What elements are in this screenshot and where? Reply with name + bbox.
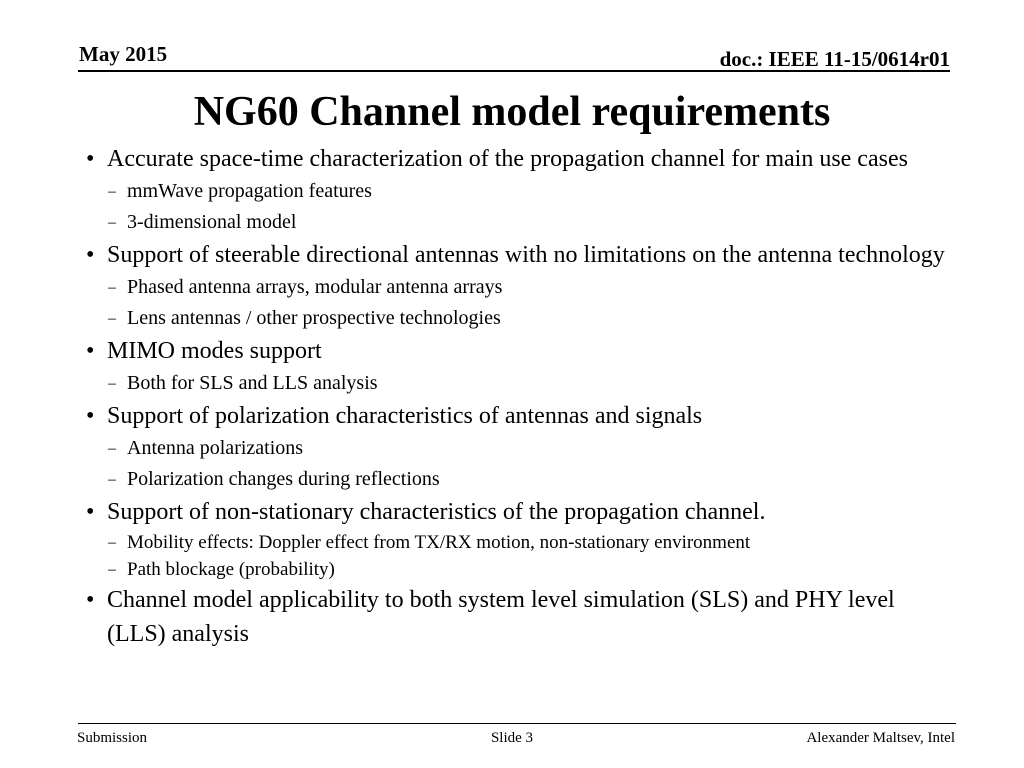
sub-bullet-text: Mobility effects: Doppler effect from TX/RX motion, non-stationary environment xyxy=(127,532,751,553)
bullet-icon: • xyxy=(86,338,95,364)
slide-content xyxy=(86,142,946,651)
dash-icon: – xyxy=(108,183,116,200)
bullet-icon: • xyxy=(86,587,95,613)
header-divider xyxy=(78,70,950,72)
bullet-icon: • xyxy=(86,146,95,172)
dash-icon: – xyxy=(108,214,116,231)
sub-bullet-text: Antenna polarizations xyxy=(127,437,304,459)
sub-bullet-text: Polarization changes during reflections xyxy=(127,468,440,490)
sub-bullet-item xyxy=(86,368,946,399)
sub-bullet-item xyxy=(86,433,946,464)
sub-bullet-text: Path blockage (probability) xyxy=(127,559,335,580)
bullet-text: Support of polarization characteristics of antennas and signals xyxy=(107,403,703,429)
sub-bullet-item xyxy=(86,529,946,556)
bullet-text: Accurate space-time characterization of the propagation channel for main use cases xyxy=(107,146,908,172)
dash-icon: – xyxy=(108,534,116,551)
bullet-item xyxy=(86,495,946,529)
footer-slide-number: Slide 3 xyxy=(490,730,534,746)
bullet-icon: • xyxy=(86,242,95,268)
bullet-text: Support of non-stationary characteristics of the propagation channel. xyxy=(107,499,766,525)
bullet-icon: • xyxy=(86,499,95,525)
bullet-item xyxy=(86,583,946,651)
bullet-item xyxy=(86,238,946,272)
dash-icon: – xyxy=(108,561,116,578)
bullet-item xyxy=(86,399,946,433)
sub-bullet-item xyxy=(86,303,946,334)
slide-title: NG60 Channel model requirements xyxy=(193,89,831,135)
dash-icon: – xyxy=(108,310,116,327)
dash-icon: – xyxy=(108,375,116,392)
sub-bullet-text: 3-dimensional model xyxy=(127,211,297,233)
sub-bullet-text: Both for SLS and LLS analysis xyxy=(127,372,378,394)
bullet-text: MIMO modes support xyxy=(107,338,322,364)
bullet-text: Channel model applicability to both system level simulation (SLS) and PHY level (LLS) analysis xyxy=(107,587,895,647)
footer-author: Alexander Maltsev, Intel xyxy=(806,730,955,746)
bullet-text: Support of steerable directional antennas with no limitations on the antenna technology xyxy=(107,242,945,268)
sub-bullet-item xyxy=(86,556,946,583)
bullet-item xyxy=(86,334,946,368)
header-doc-id: doc.: IEEE 11-15/0614r01 xyxy=(719,47,950,71)
sub-bullet-item xyxy=(86,272,946,303)
sub-bullet-item xyxy=(86,464,946,495)
sub-bullet-text: mmWave propagation features xyxy=(127,180,372,202)
header-date: May 2015 xyxy=(79,42,168,66)
footer-submission: Submission xyxy=(77,730,148,746)
dash-icon: – xyxy=(108,440,116,457)
dash-icon: – xyxy=(108,471,116,488)
dash-icon: – xyxy=(108,279,116,296)
bullet-icon: • xyxy=(86,403,95,429)
sub-bullet-text: Phased antenna arrays, modular antenna arrays xyxy=(127,276,503,298)
bullet-item xyxy=(86,142,946,176)
footer-divider xyxy=(78,723,956,724)
sub-bullet-item xyxy=(86,176,946,207)
sub-bullet-item xyxy=(86,207,946,238)
sub-bullet-text: Lens antennas / other prospective technologies xyxy=(127,307,501,329)
